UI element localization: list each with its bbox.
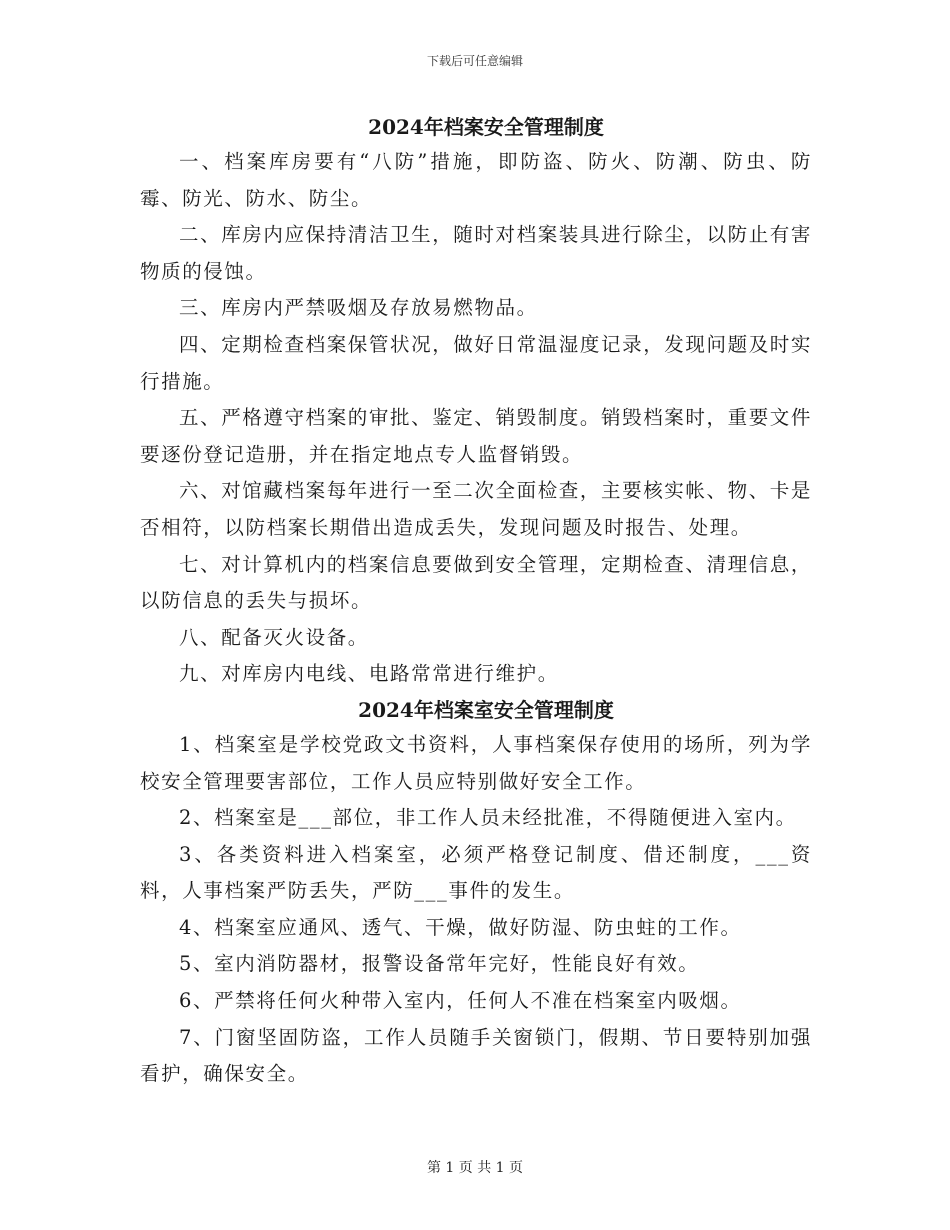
section-title-1: 2024年档案安全管理制度	[368, 115, 604, 139]
paragraph: 5、室内消防器材，报警设备常年完好，性能良好有效。	[179, 952, 700, 976]
paragraph: 六、对馆藏档案每年进行一至二次全面检查，主要核实帐、物、卡是否相符，以防档案长期借出造成丢失，发现问题及时报告、处理。	[140, 479, 813, 539]
document-body	[140, 110, 812, 1093]
paragraph: 二、库房内应保持清洁卫生，随时对档案装具进行除尘，以防止有害物质的侵蚀。	[140, 223, 813, 283]
paragraph: 2、档案室是___部位，非工作人员未经批准，不得随便进入室内。	[179, 806, 797, 830]
paragraph: 3、各类资料进入档案室，必须严格登记制度、借还制度，___资料，人事档案严防丢失，严防___事件的发生。	[140, 842, 812, 903]
paragraph: 6、严禁将任何火种带入室内，任何人不准在档案室内吸烟。	[179, 989, 742, 1013]
paragraph: 四、定期检查档案保管状况，做好日常温湿度记录，发现问题及时实行措施。	[140, 332, 813, 393]
page-footer-page-number: 第 1 页 共 1 页	[426, 1160, 524, 1176]
section-title-2: 2024年档案室安全管理制度	[358, 697, 614, 722]
paragraph: 八、配备灭火设备。	[179, 625, 369, 649]
paragraph: 五、严格遵守档案的审批、鉴定、销毁制度。销毁档案时，重要文件要逐份登记造册，并在指定地点专人监督销毁。	[140, 406, 813, 466]
paragraph: 七、对计算机内的档案信息要做到安全管理，定期检查、清理信息，以防信息的丢失与损坏。	[140, 552, 813, 613]
paragraph: 4、档案室应通风、透气、干燥，做好防湿、防虫蛀的工作。	[179, 915, 742, 939]
paragraph: 三、库房内严禁吸烟及存放易燃物品。	[179, 296, 538, 320]
paragraph: 九、对库房内电线、电路常常进行维护。	[179, 662, 559, 686]
paragraph: 一、档案库房要有“八防”措施，即防盗、防火、防潮、防虫、防霉、防光、防水、防尘。	[140, 150, 812, 210]
page-header-note: 下载后可任意编辑	[426, 54, 523, 68]
paragraph: 1、档案室是学校党政文书资料，人事档案保存使用的场所，列为学校安全管理要害部位，工作人员应特别做好安全工作。	[140, 732, 812, 793]
paragraph: 7、门窗坚固防盗，工作人员随手关窗锁门，假期、节日要特别加强看护，确保安全。	[140, 1025, 812, 1086]
